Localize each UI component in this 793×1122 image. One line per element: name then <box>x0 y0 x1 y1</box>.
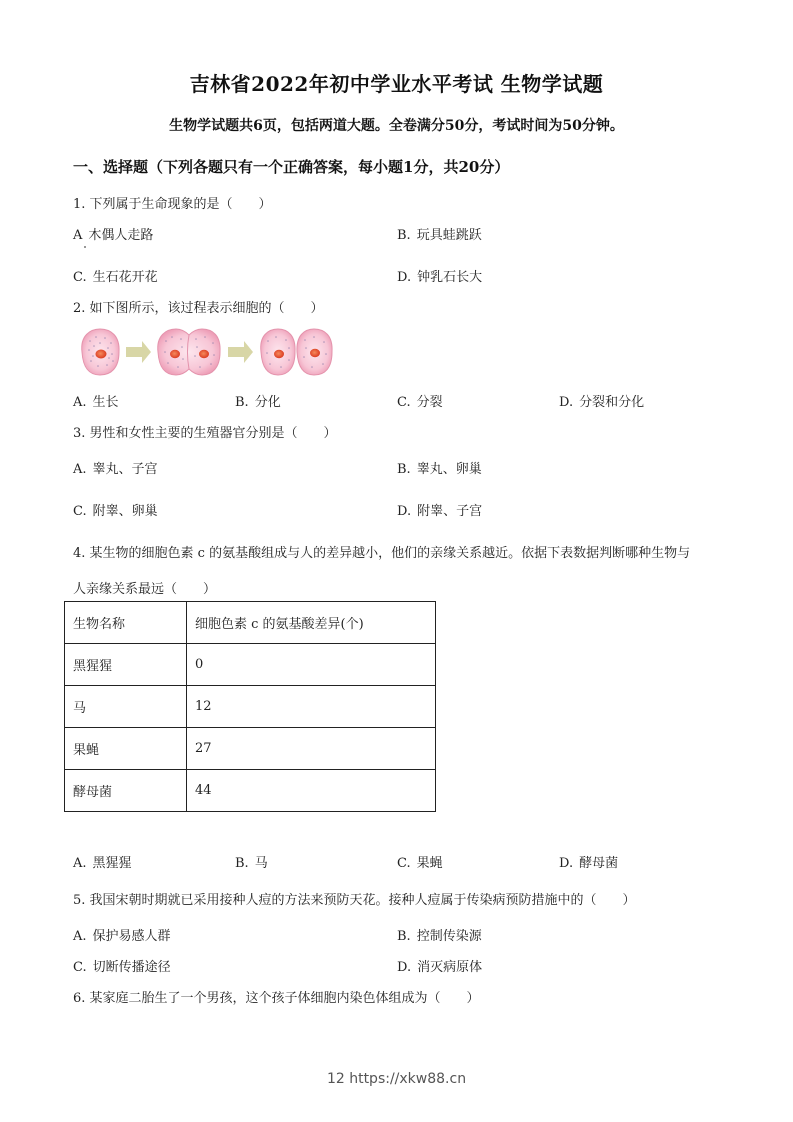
table-header-cell: 细胞色素 c 的氨基酸差异(个) <box>187 602 436 644</box>
option-text: 马 <box>254 856 268 871</box>
option-label: C. <box>73 504 87 519</box>
option-label: B. <box>235 395 249 410</box>
question-5-stem: 5. 我国宋朝时期就已采用接种人痘的方法来预防天花。接种人痘属于传染病预防措施中的（ ） <box>73 893 636 908</box>
option-text: 消灭病原体 <box>417 960 483 975</box>
table-cell: 酵母菌 <box>65 770 187 812</box>
question-4-option-b <box>235 852 268 871</box>
option-label: A. <box>73 395 87 410</box>
option-label: B. <box>397 228 411 243</box>
single-cell-icon <box>82 329 119 375</box>
option-label: A. <box>73 856 87 871</box>
arrow-right-icon <box>228 341 253 363</box>
table-cell: 黑猩猩 <box>65 644 187 686</box>
question-1-option-c <box>73 266 158 285</box>
question-3-option-c <box>73 500 158 519</box>
question-2-option-d <box>559 391 644 410</box>
option-label: C. <box>73 960 87 975</box>
question-1-stem: 1. 下列属于生命现象的是（ ） <box>73 197 272 212</box>
question-4-option-c <box>397 852 443 871</box>
option-label: B. <box>235 856 249 871</box>
option-label: D. <box>397 960 412 975</box>
question-1-option-d <box>397 266 482 285</box>
table-row <box>65 728 436 770</box>
table-cell: 0 <box>187 644 436 686</box>
table-cell: 马 <box>65 686 187 728</box>
option-label: D. <box>559 395 574 410</box>
table-cell: 44 <box>187 770 436 812</box>
question-1-option-b <box>397 224 482 243</box>
option-text: 玩具蛙跳跃 <box>416 228 482 243</box>
question-2-stem: 2. 如下图所示，该过程表示细胞的（ ） <box>73 301 324 316</box>
question-4-stem-line1: 4. 某生物的细胞色素 c 的氨基酸组成与人的差异越小，他们的亲缘关系越近。依据下表数据判断哪种生物与 <box>73 546 691 561</box>
option-text: 生长 <box>92 395 119 410</box>
cell-division-figure <box>78 326 343 378</box>
option-label: C. <box>397 856 411 871</box>
option-label: D. <box>397 504 412 519</box>
option-text: 生石花开花 <box>92 270 158 285</box>
question-3-stem: 3. 男性和女性主要的生殖器官分别是（ ） <box>73 426 337 441</box>
option-text: 分裂和分化 <box>579 395 645 410</box>
option-label: C. <box>397 395 411 410</box>
document-subtitle: 生物学试题共6页，包括两道大题。全卷满分50分，考试时间为50分钟。 <box>169 118 624 134</box>
table-header-cell: 生物名称 <box>65 602 187 644</box>
table-row <box>65 686 436 728</box>
option-label: A. <box>73 929 87 944</box>
amino-acid-difference-table <box>64 601 436 812</box>
daughter-cells-icon <box>261 329 332 375</box>
table-cell: 12 <box>187 686 436 728</box>
option-label: C. <box>73 270 87 285</box>
question-4-stem-line2: 人亲缘关系最远（ ） <box>73 582 217 597</box>
option-text: 控制传染源 <box>416 929 482 944</box>
option-label: B. <box>397 462 411 477</box>
document-title: 吉林省2022年初中学业水平考试 生物学试题 <box>189 72 604 96</box>
option-text: 保护易感人群 <box>92 929 171 944</box>
question-2-option-b <box>235 391 281 410</box>
option-text: 分化 <box>254 395 281 410</box>
question-4-option-d <box>559 852 618 871</box>
option-text: 黑猩猩 <box>92 856 132 871</box>
table-row <box>65 644 436 686</box>
option-label: A <box>73 228 83 243</box>
table-row <box>65 770 436 812</box>
option-text: 附睾、子宫 <box>417 504 483 519</box>
table-header-row <box>65 602 436 644</box>
question-2-option-a <box>73 391 119 410</box>
option-label: B. <box>397 929 411 944</box>
question-2-option-c <box>397 391 443 410</box>
dividing-cell-icon <box>158 329 220 375</box>
question-5-option-b <box>397 925 482 944</box>
option-text: 分裂 <box>416 395 443 410</box>
option-text: 钟乳石长大 <box>417 270 483 285</box>
stray-dot-mark <box>84 246 86 248</box>
option-text: 果蝇 <box>416 856 443 871</box>
question-3-option-b <box>397 458 482 477</box>
question-3-option-d <box>397 500 482 519</box>
option-label: A. <box>73 462 87 477</box>
option-text: 睾丸、子宫 <box>92 462 158 477</box>
question-5-option-c <box>73 956 171 975</box>
question-1-option-a <box>73 224 153 243</box>
option-text: 木偶人走路 <box>88 228 154 243</box>
option-text: 酵母菌 <box>579 856 619 871</box>
page-footer: 12 https://xkw88.cn <box>326 1071 467 1087</box>
question-3-option-a <box>73 458 158 477</box>
option-text: 睾丸、卵巢 <box>416 462 482 477</box>
option-text: 附睾、卵巢 <box>92 504 158 519</box>
option-text: 切断传播途径 <box>92 960 171 975</box>
option-label: D. <box>559 856 574 871</box>
section-heading: 一、选择题（下列各题只有一个正确答案，每小题1分，共20分） <box>73 158 510 176</box>
question-5-option-d <box>397 956 482 975</box>
question-6-stem: 6. 某家庭二胎生了一个男孩，这个孩子体细胞内染色体组成为（ ） <box>73 991 480 1006</box>
question-4-option-a <box>73 852 132 871</box>
question-5-option-a <box>73 925 171 944</box>
option-label: D. <box>397 270 412 285</box>
table-cell: 27 <box>187 728 436 770</box>
arrow-right-icon <box>126 341 151 363</box>
table-cell: 果蝇 <box>65 728 187 770</box>
